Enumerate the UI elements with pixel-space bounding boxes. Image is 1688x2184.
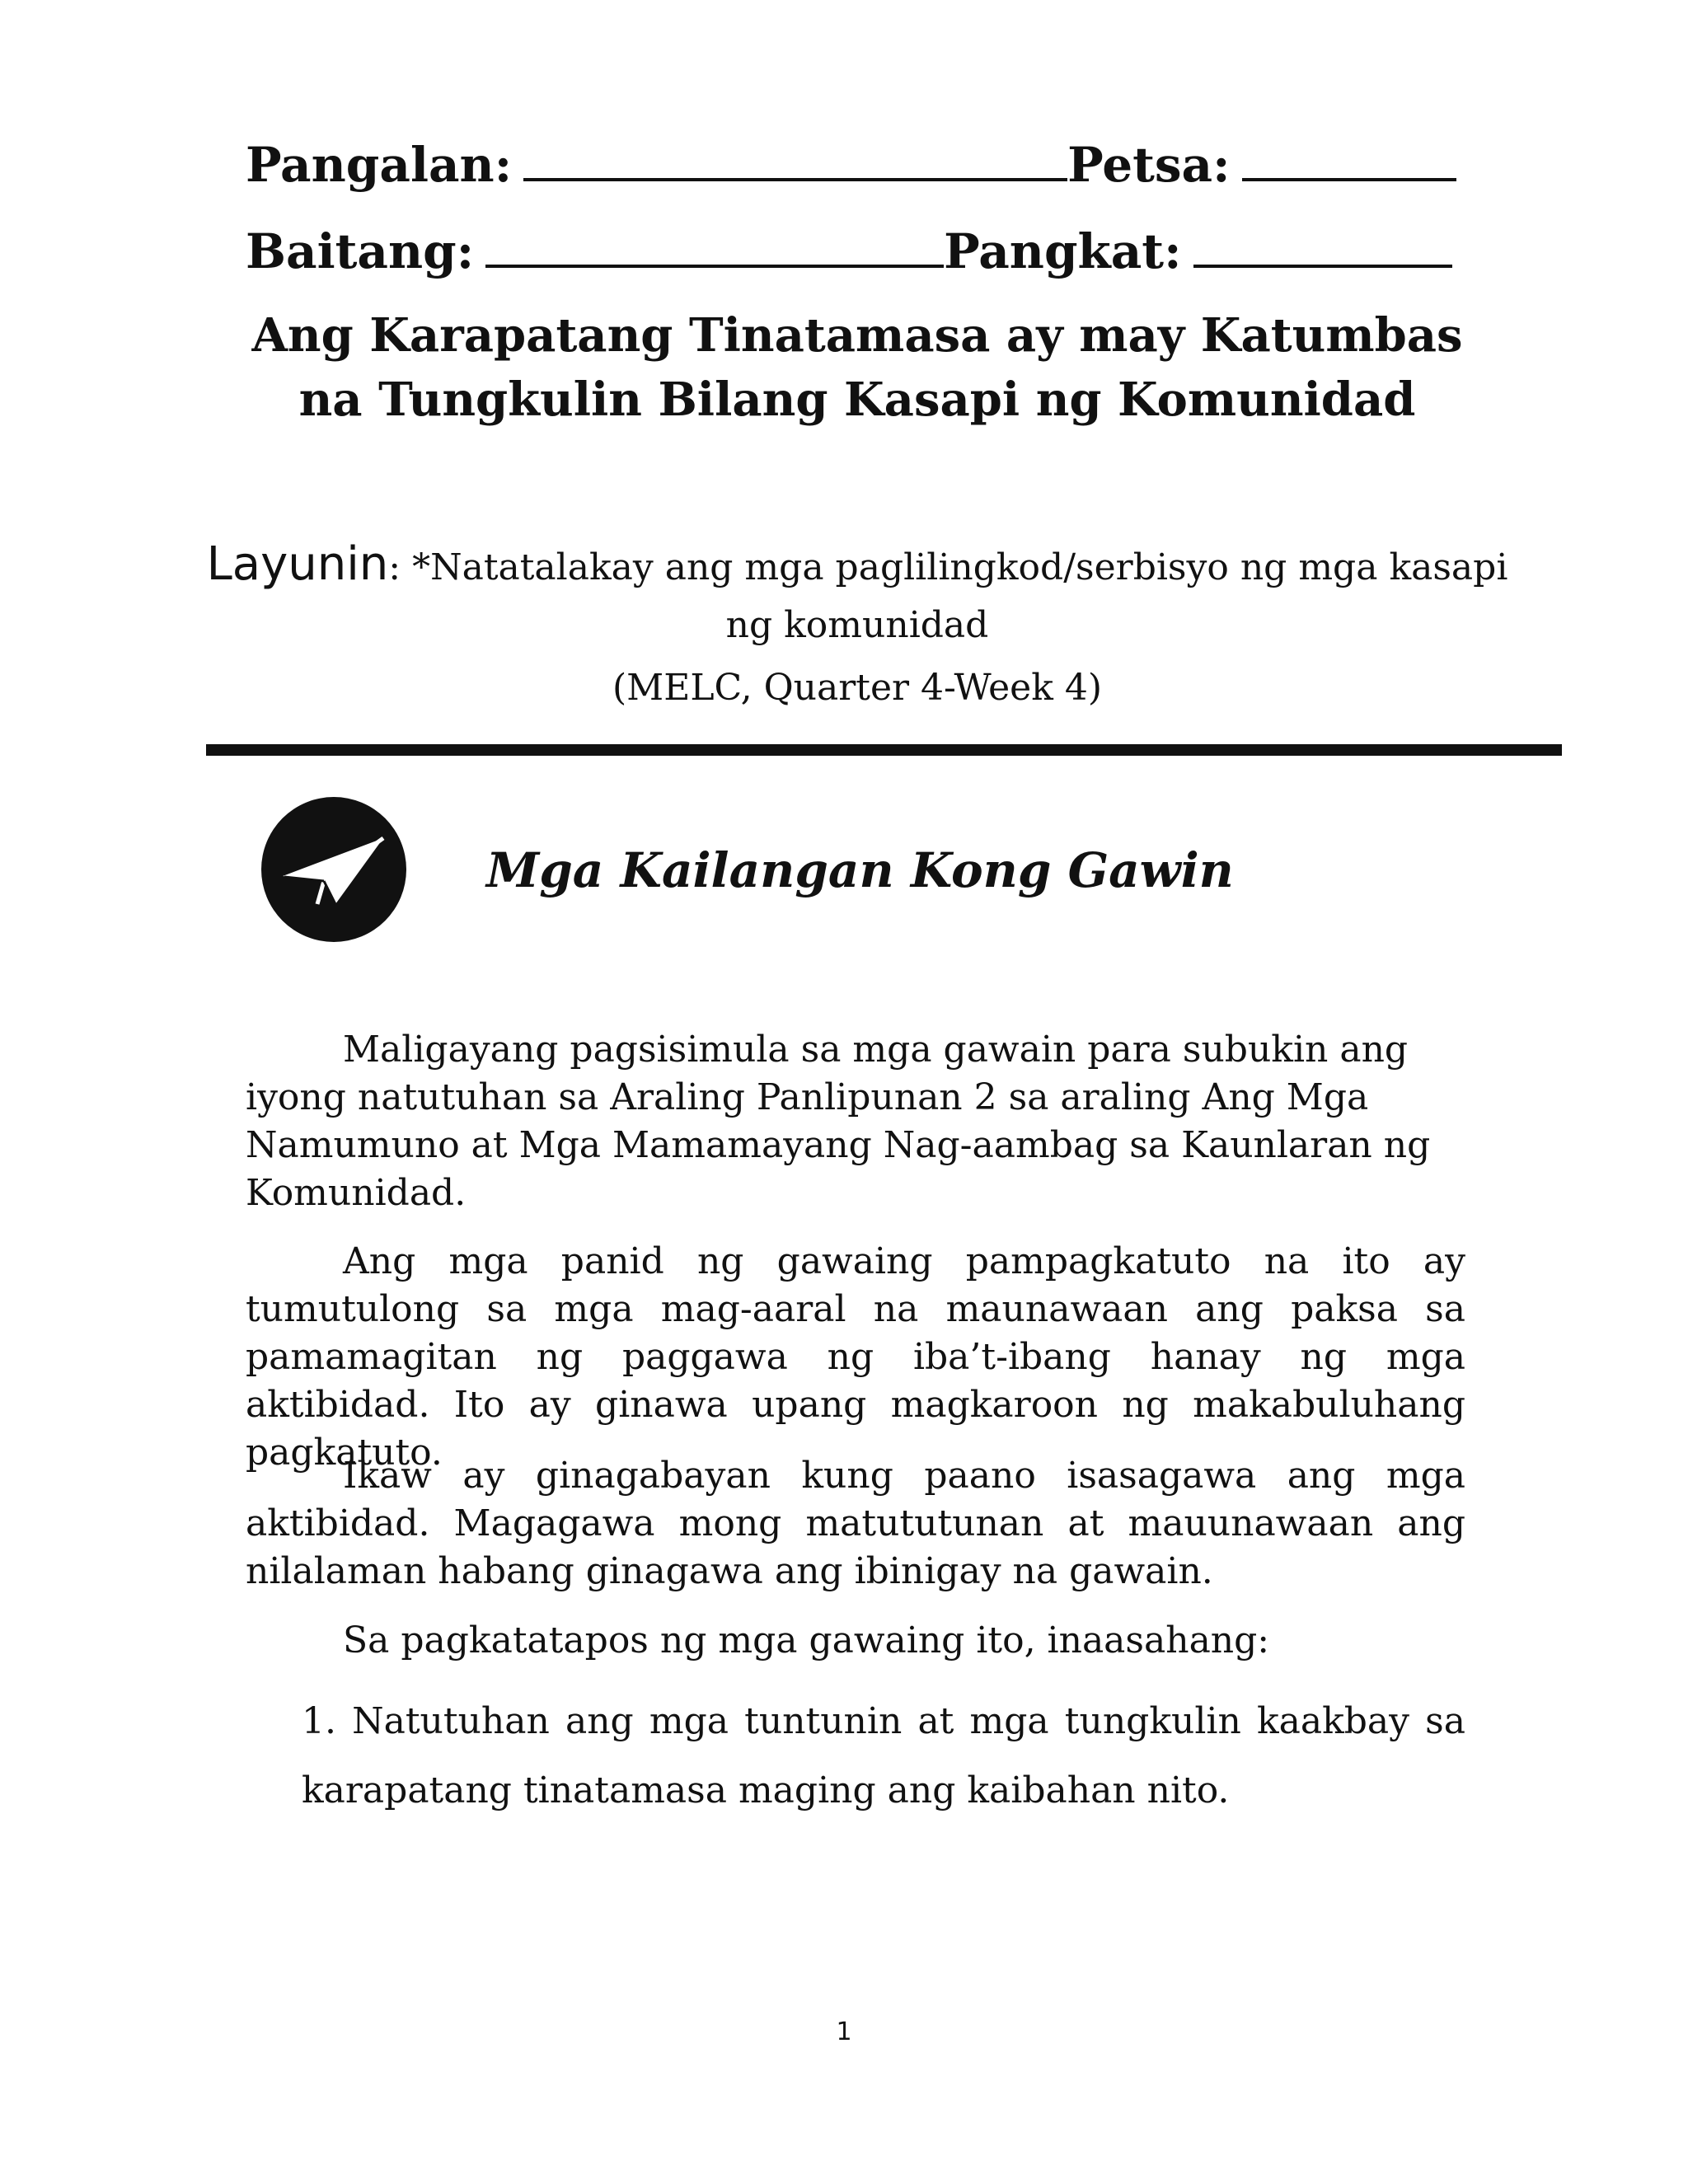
pangalan-blank[interactable] xyxy=(523,140,1067,181)
section-heading: Mga Kailangan Kong Gawin xyxy=(486,842,1234,898)
paragraph-3-text: Ikaw ay ginagabayan kung paano isasagawa ang mga aktibidad. Magagawa mong matututunan at mauunawaan ang nilalaman habang ginagawa ang ibinigay na gawain. xyxy=(246,1455,1465,1592)
paragraph-1 xyxy=(246,1026,1465,1217)
paper-plane-icon xyxy=(260,795,408,944)
paragraph-4 xyxy=(246,1617,1465,1665)
baitang-label: Baitang: xyxy=(246,223,475,279)
page-number: 1 xyxy=(836,2018,852,2046)
list-item: 1. Natutuhan ang mga tuntunin at mga tungkulin kaakbay sa karapatang tinatamasa maging ang kaibahan nito. xyxy=(302,1700,1465,1811)
divider xyxy=(206,744,1562,756)
paragraph-3 xyxy=(246,1452,1465,1596)
pangkat-blank[interactable] xyxy=(1193,227,1452,268)
title-line-1: Ang Karapatang Tinatamasa ay may Katumbas xyxy=(251,308,1463,363)
pangkat-label: Pangkat: xyxy=(944,223,1182,279)
melc-reference: (MELC, Quarter 4-Week 4) xyxy=(612,667,1103,709)
petsa-blank[interactable] xyxy=(1242,140,1456,181)
objective-text: : *Natatalakay ang mga paglilingkod/serbisyo ng mga kasapi ng komunidad xyxy=(388,546,1508,646)
pangalan-label: Pangalan: xyxy=(246,137,513,193)
paragraph-2 xyxy=(246,1238,1465,1477)
objective-label: Layunin xyxy=(206,537,389,591)
title-line-2: na Tungkulin Bilang Kasapi ng Komunidad xyxy=(298,373,1416,427)
page-title xyxy=(198,303,1517,432)
name-date-row xyxy=(246,137,1456,193)
objective xyxy=(190,536,1525,654)
baitang-blank[interactable] xyxy=(485,227,944,268)
grade-section-row xyxy=(246,223,1452,279)
paragraph-1-text: Maligayang pagsisimula sa mga gawain para subukin ang iyong natutuhan sa Araling Panlipunan 2 sa araling Ang Mga Namumuno at Mga Mamamayang Nag-aambag sa Kaunlaran ng Komunidad. xyxy=(246,1029,1431,1214)
paragraph-2-text: Ang mga panid ng gawaing pampagkatuto na ito ay tumutulong sa mga mag-aaral na maunawaan ang paksa sa pamamagitan ng paggawa ng iba’t-ibang hanay ng mga aktibidad. Ito ay ginawa upang magkaroon ng makabuluhang pagkatuto. xyxy=(246,1240,1465,1474)
paragraph-4-text: Sa pagkatatapos ng mga gawaing ito, inaasahang: xyxy=(343,1619,1270,1661)
petsa-label: Petsa: xyxy=(1067,137,1231,193)
